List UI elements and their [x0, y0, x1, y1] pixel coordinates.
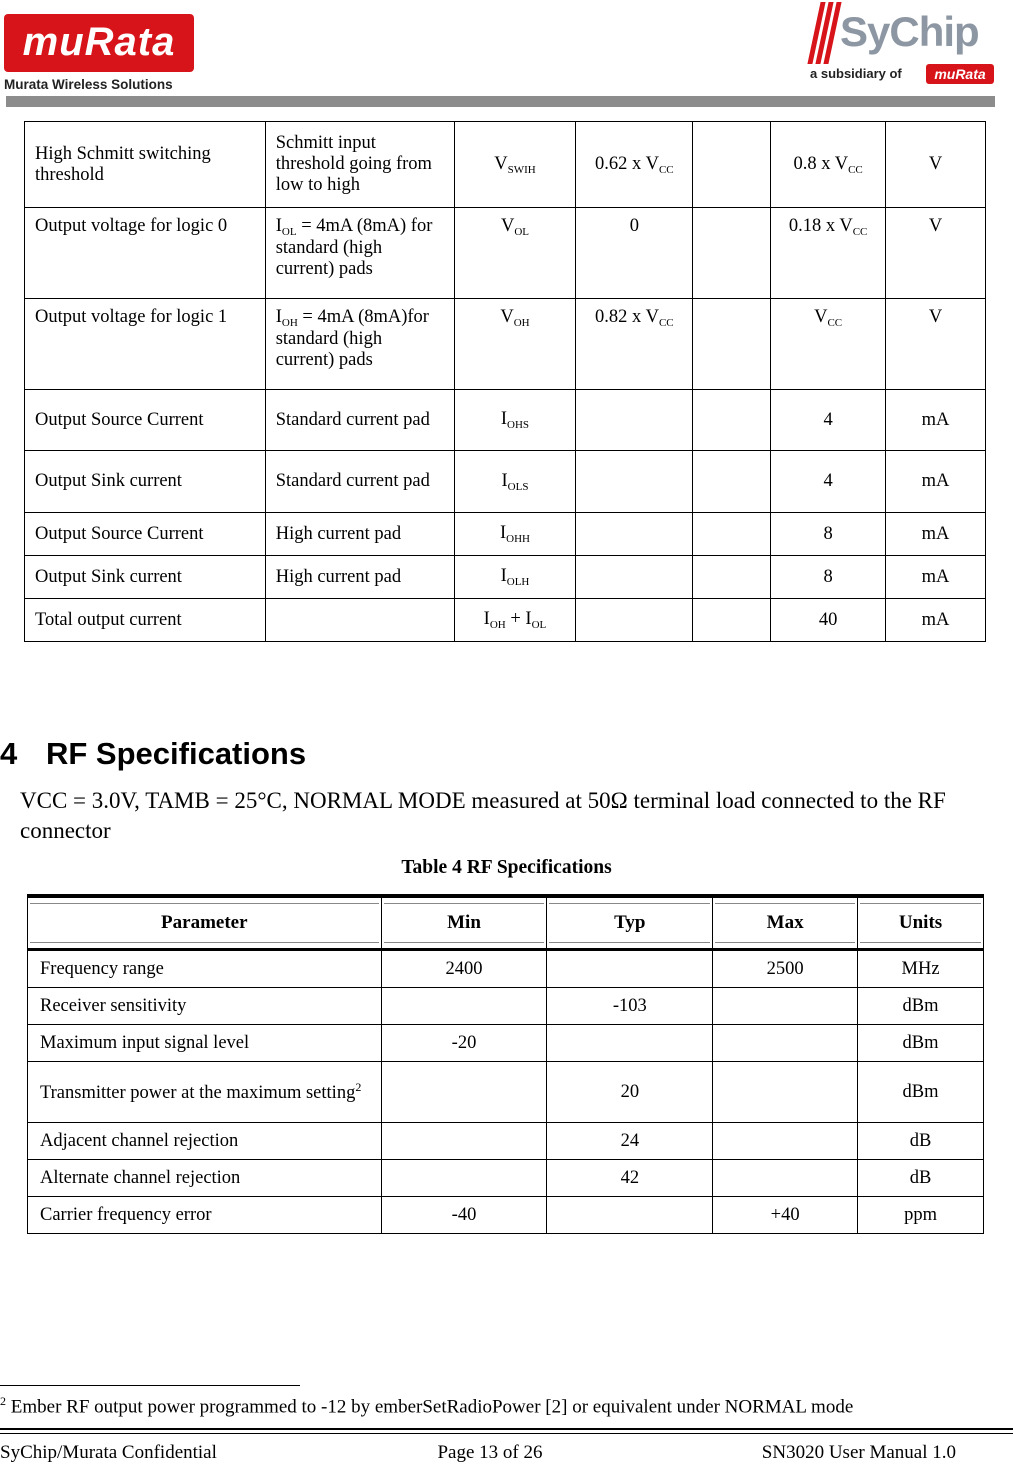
- min-cell: 0.82 x $V_{CC}$: [576, 299, 693, 390]
- header-rule: [6, 96, 995, 107]
- min-cell: -40: [381, 1197, 547, 1234]
- unit-cell: dBm: [858, 1025, 984, 1062]
- unit-cell: mA: [886, 390, 986, 451]
- typ-cell: [693, 451, 771, 513]
- sychip-mini-murata-logo: muRata: [926, 64, 994, 84]
- min-cell: [576, 513, 693, 556]
- footnote-ref: 2: [355, 1079, 362, 1094]
- condition-cell: $I_{OH} = 4mA$ (8mA)for standard (high current) pads: [265, 299, 454, 390]
- rf-specifications-table: [27, 894, 984, 1234]
- unit-cell: mA: [886, 513, 986, 556]
- param-cell: Output voltage for logic 1: [25, 299, 266, 390]
- max-cell: 0.18 x $V_{CC}$: [771, 208, 886, 299]
- table-row: [28, 1160, 984, 1197]
- unit-cell: dB: [858, 1123, 984, 1160]
- table-caption: Table 4 RF Specifications: [401, 857, 612, 878]
- footer-page-number: Page 13 of 26: [437, 1442, 543, 1463]
- unit-cell: MHz: [858, 950, 984, 988]
- param-cell: Output voltage for logic 0: [25, 208, 266, 299]
- condition-cell: Standard current pad: [265, 390, 454, 451]
- typ-cell: [693, 513, 771, 556]
- table-row: [28, 988, 984, 1025]
- min-cell: [381, 1160, 547, 1197]
- sychip-bars-icon: [812, 2, 842, 64]
- min-cell: 0.62 x $V_{CC}$: [576, 122, 693, 208]
- param-cell: Transmitter power at the maximum setting$^2$: [28, 1062, 382, 1123]
- table-row: [28, 1062, 984, 1123]
- table-row: [25, 556, 986, 599]
- electrical-table: [24, 121, 986, 642]
- param-cell: Output Sink current: [25, 556, 266, 599]
- typ-cell: [693, 122, 771, 208]
- min-cell: 2400: [381, 950, 547, 988]
- footnote: [0, 1394, 853, 1418]
- header-min: Min: [381, 896, 547, 950]
- unit-cell: dBm: [858, 1062, 984, 1123]
- param-cell: Output Source Current: [25, 513, 266, 556]
- murata-logo: [4, 14, 194, 72]
- section-title: RF Specifications: [46, 736, 307, 771]
- symbol-cell: $V_{OH}$: [454, 299, 576, 390]
- max-cell: 4: [771, 390, 886, 451]
- condition-cell: [265, 599, 454, 642]
- header-units: Units: [858, 896, 984, 950]
- param-cell: Adjacent channel rejection: [28, 1123, 382, 1160]
- typ-cell: [693, 299, 771, 390]
- max-cell: 0.8 x $V_{CC}$: [771, 122, 886, 208]
- table-row: [28, 1025, 984, 1062]
- typ-cell: [547, 950, 713, 988]
- condition-cell: $I_{OL} = 4mA$ (8mA) for standard (high current) pads: [265, 208, 454, 299]
- footer-rule: [0, 1428, 1013, 1434]
- measurement-conditions: VCC = 3.0V, TAMB = 25°C, NORMAL MODE measured at 50Ω terminal load connected to the RF connector: [20, 788, 946, 843]
- footnote-mark: 2: [0, 1394, 6, 1408]
- param-cell: Frequency range: [28, 950, 382, 988]
- max-cell: 40: [771, 599, 886, 642]
- max-cell: 4: [771, 451, 886, 513]
- unit-cell: mA: [886, 451, 986, 513]
- header-typ: Typ: [547, 896, 713, 950]
- typ-cell: 24: [547, 1123, 713, 1160]
- max-cell: 8: [771, 556, 886, 599]
- symbol-cell: $I_{OH} + I_{OL}$: [454, 599, 576, 642]
- typ-cell: -103: [547, 988, 713, 1025]
- symbol-cell: $I_{OLH}$: [454, 556, 576, 599]
- param-cell: Output Sink current: [25, 451, 266, 513]
- typ-cell: 20: [547, 1062, 713, 1123]
- min-cell: [381, 1123, 547, 1160]
- murata-tagline: Murata Wireless Solutions: [4, 77, 173, 92]
- table-header-row: [28, 896, 984, 950]
- min-cell: [381, 1062, 547, 1123]
- param-cell: Output Source Current: [25, 390, 266, 451]
- max-cell: [713, 988, 858, 1025]
- sychip-logo: [806, 0, 1001, 96]
- condition-cell: Schmitt input threshold going from low to high: [265, 122, 454, 208]
- symbol-cell: $I_{OLS}$: [454, 451, 576, 513]
- sychip-tagline: a subsidiary of: [810, 66, 902, 81]
- section-heading: [0, 736, 306, 772]
- typ-cell: [547, 1197, 713, 1234]
- header-max: Max: [713, 896, 858, 950]
- murata-logo-text: muRata: [22, 20, 176, 64]
- table-row: [25, 299, 986, 390]
- unit-cell: V: [886, 122, 986, 208]
- symbol-cell: $I_{OHH}$: [454, 513, 576, 556]
- max-cell: $V_{CC}$: [771, 299, 886, 390]
- table-row: [25, 390, 986, 451]
- param-cell: Alternate channel rejection: [28, 1160, 382, 1197]
- condition-cell: High current pad: [265, 513, 454, 556]
- typ-cell: 42: [547, 1160, 713, 1197]
- min-cell: [576, 390, 693, 451]
- table-row: [25, 208, 986, 299]
- max-cell: 2500: [713, 950, 858, 988]
- unit-cell: mA: [886, 599, 986, 642]
- unit-cell: ppm: [858, 1197, 984, 1234]
- min-cell: 0: [576, 208, 693, 299]
- table-row: [25, 599, 986, 642]
- symbol-cell: $V_{OL}$: [454, 208, 576, 299]
- typ-cell: [693, 556, 771, 599]
- table-row: [25, 451, 986, 513]
- footer-doc-id: SN3020 User Manual 1.0: [761, 1442, 956, 1463]
- unit-cell: V: [886, 208, 986, 299]
- section-number: 4: [0, 736, 18, 771]
- typ-cell: [693, 390, 771, 451]
- sychip-logo-text: SyChip: [840, 8, 979, 55]
- footnote-text: Ember RF output power programmed to -12 by emberSetRadioPower [2] or equivalent under NORMAL mode: [6, 1396, 854, 1418]
- param-cell: High Schmitt switching threshold: [25, 122, 266, 208]
- header-parameter: Parameter: [28, 896, 382, 950]
- max-cell: 8: [771, 513, 886, 556]
- typ-cell: [693, 208, 771, 299]
- footer-confidential: SyChip/Murata Confidential: [0, 1442, 217, 1463]
- unit-cell: V: [886, 299, 986, 390]
- footnote-rule: [0, 1385, 300, 1386]
- typ-cell: [547, 1025, 713, 1062]
- param-cell: Carrier frequency error: [28, 1197, 382, 1234]
- min-cell: [576, 599, 693, 642]
- max-cell: +40: [713, 1197, 858, 1234]
- min-cell: [381, 988, 547, 1025]
- table-row: [25, 513, 986, 556]
- table-row: [25, 122, 986, 208]
- max-cell: [713, 1123, 858, 1160]
- unit-cell: dBm: [858, 988, 984, 1025]
- min-cell: -20: [381, 1025, 547, 1062]
- max-cell: [713, 1025, 858, 1062]
- table-row: [28, 950, 984, 988]
- min-cell: [576, 451, 693, 513]
- table-row: [28, 1197, 984, 1234]
- unit-cell: dB: [858, 1160, 984, 1197]
- max-cell: [713, 1062, 858, 1123]
- symbol-cell: $I_{OHS}$: [454, 390, 576, 451]
- condition-cell: Standard current pad: [265, 451, 454, 513]
- param-cell: Maximum input signal level: [28, 1025, 382, 1062]
- param-cell: Total output current: [25, 599, 266, 642]
- param-cell: Receiver sensitivity: [28, 988, 382, 1025]
- condition-cell: High current pad: [265, 556, 454, 599]
- min-cell: [576, 556, 693, 599]
- symbol-cell: $V_{SWIH}$: [454, 122, 576, 208]
- max-cell: [713, 1160, 858, 1197]
- typ-cell: [693, 599, 771, 642]
- unit-cell: mA: [886, 556, 986, 599]
- table-row: [28, 1123, 984, 1160]
